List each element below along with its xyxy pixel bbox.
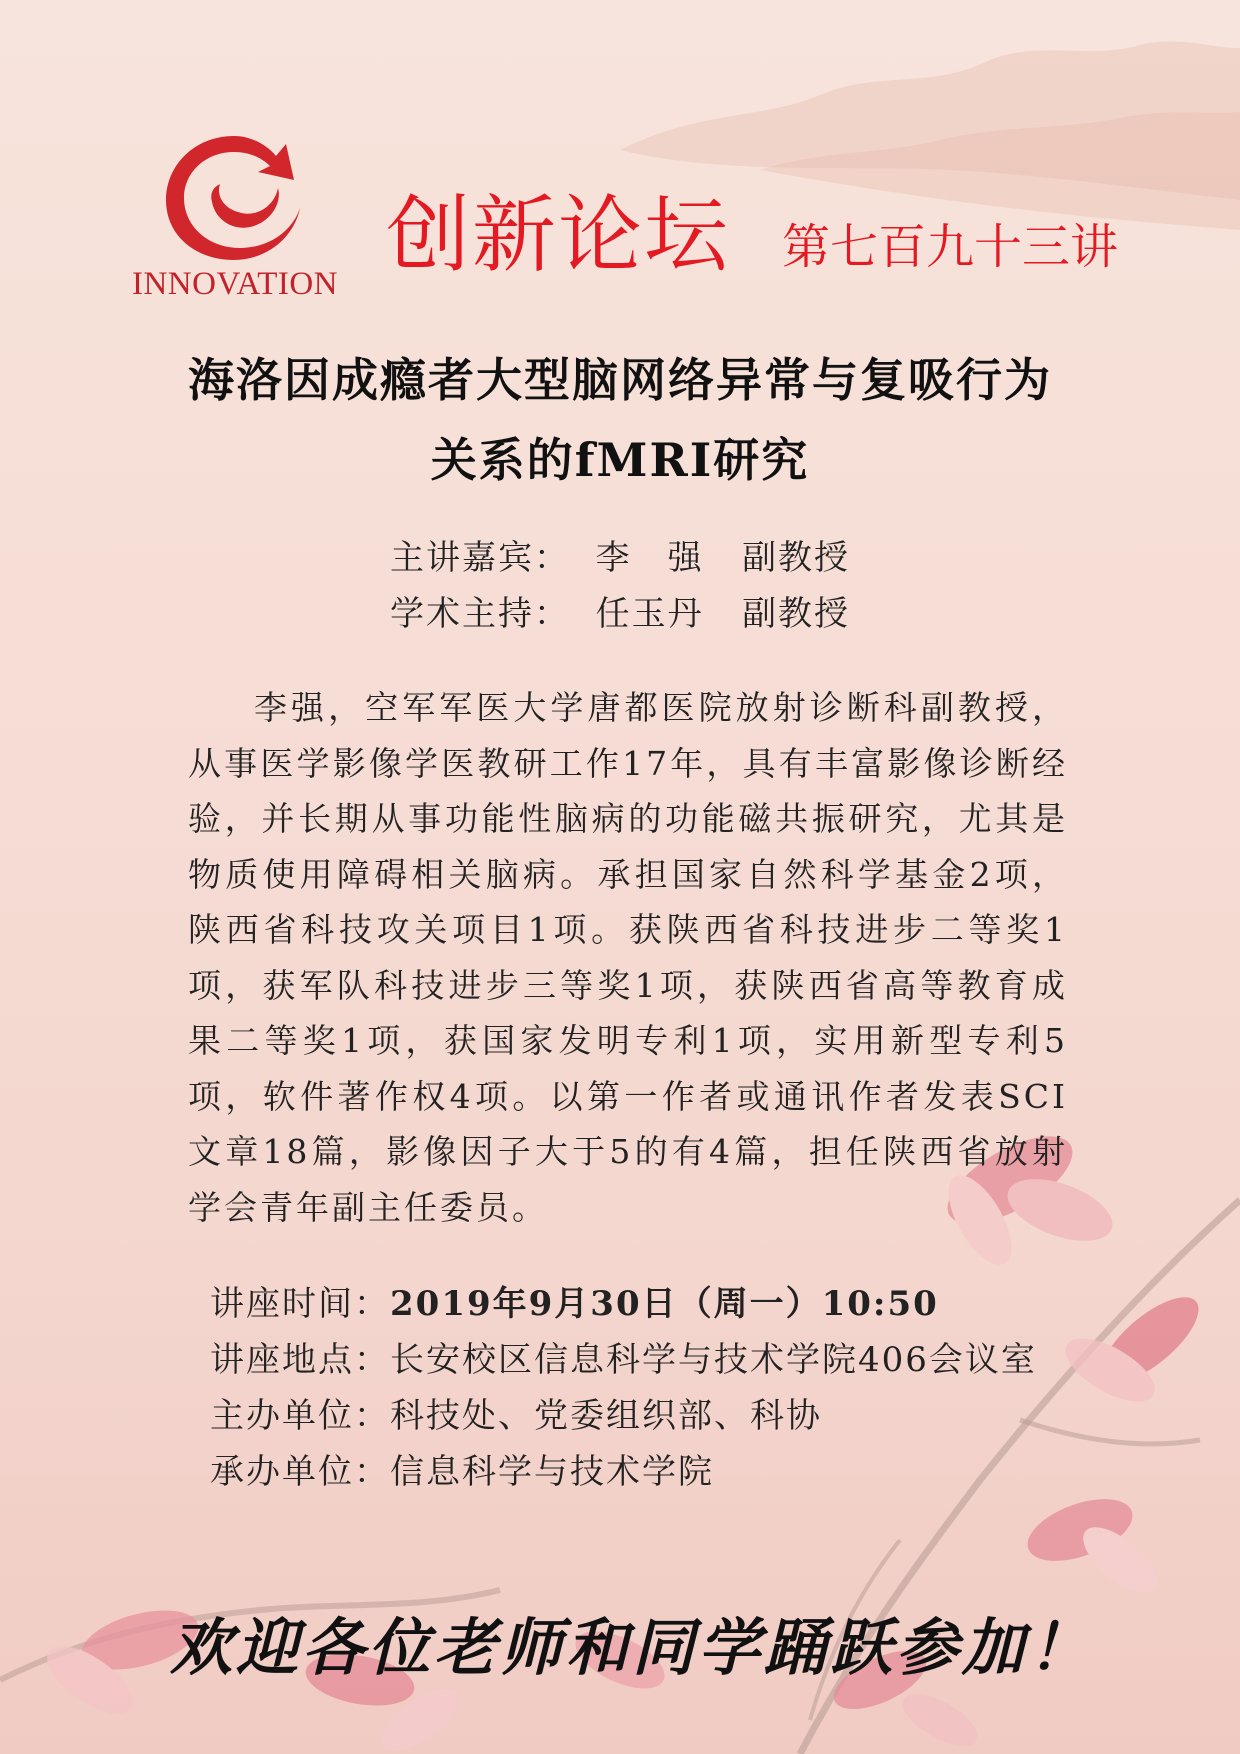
welcome-message: 欢迎各位老师和同学踊跃参加！: [170, 1611, 1095, 1684]
speaker-bio: 李强，空军军医大学唐都医院放射诊断科副教授，从事医学影像学医教研工作17年，具有丰富影像诊断经验，并长期从事功能性脑病的功能磁共振研究，尤其是物质使用障碍相关脑病。承担国家自然科学基金2项，陕西省科技攻关项目1项。获陕西省科技进步二等奖1项，获军队科技进步三等奖1项，获陕西省高等教育成果二等奖1项，获国家发明专利1项，实用新型专利5项，软件著作权4项。以第一作者或通讯作者发表SCI文章18篇，影像因子大于5的有4篇，担任陕西省放射学会青年副主任委员。: [188, 688, 1068, 1227]
speaker-row: [390, 530, 850, 586]
innovation-logo: [120, 128, 350, 308]
forum-title: 创新论坛: [386, 186, 731, 284]
people-block: [390, 530, 850, 642]
host-title: 副教授: [742, 594, 851, 634]
speaker-name: 李 强: [595, 538, 704, 578]
host-label: 学术主持：: [390, 594, 570, 634]
time-value: 2019年9月30日（周一）10:50: [390, 1284, 939, 1324]
speaker-title: 副教授: [742, 538, 851, 578]
talk-title-line-2: 关系的fMRI研究: [430, 433, 810, 487]
swirl-logo-icon: [154, 128, 314, 268]
place-value: 长安校区信息科学与技术学院406会议室: [390, 1340, 1037, 1380]
host-unit-label: 承办单位：: [210, 1452, 390, 1492]
organizer-label: 主办单位：: [210, 1396, 390, 1436]
organizer-value: 科技处、党委组织部、科协: [390, 1396, 822, 1436]
logo-text: INNOVATION: [131, 266, 339, 302]
organizer-row: [210, 1388, 1037, 1444]
host-unit-row: [210, 1444, 1037, 1500]
host-name: 任玉丹: [595, 594, 704, 634]
speaker-label: 主讲嘉宾：: [390, 538, 570, 578]
lecture-number: 第七百九十三讲: [782, 219, 1119, 275]
place-label: 讲座地点：: [210, 1340, 390, 1380]
talk-title: [60, 340, 1180, 500]
time-row: [210, 1276, 1037, 1332]
event-info: [210, 1276, 1037, 1500]
time-label: 讲座时间：: [210, 1284, 390, 1324]
place-row: [210, 1332, 1037, 1388]
host-unit-value: 信息科学与技术学院: [390, 1452, 714, 1492]
host-row: [390, 586, 850, 642]
talk-title-line-1: 海洛因成瘾者大型脑网络异常与复吸行为: [188, 353, 1052, 407]
